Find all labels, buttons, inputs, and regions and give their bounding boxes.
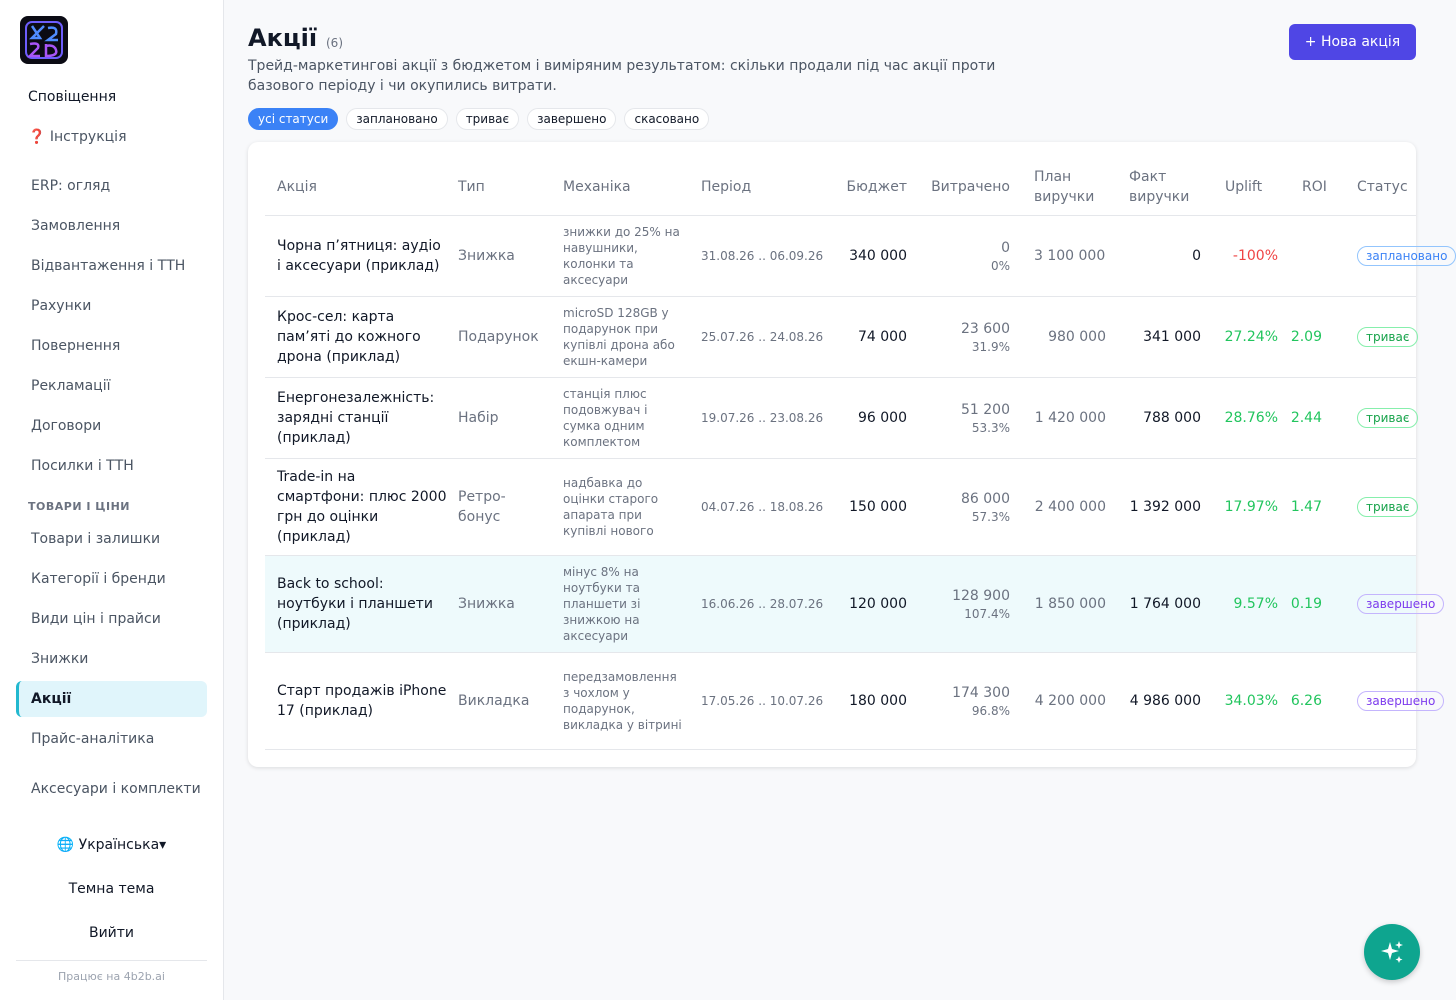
promotion-name[interactable]: Старт продажів iPhone 17 (приклад) bbox=[277, 683, 447, 719]
promotion-budget: 180 000 bbox=[849, 693, 907, 709]
uplift-value: 34.03% bbox=[1224, 693, 1278, 709]
promotion-type: Знижка bbox=[458, 596, 515, 612]
app-logo[interactable] bbox=[20, 16, 68, 64]
promotion-type: Подарунок bbox=[458, 329, 539, 345]
promotion-period: 16.06.26 .. 28.07.26 bbox=[701, 597, 824, 611]
filter-completed[interactable]: завершено bbox=[527, 108, 616, 130]
promotion-period: 19.07.26 .. 23.08.26 bbox=[701, 411, 824, 425]
revenue-fact: 4 986 000 bbox=[1129, 693, 1201, 709]
promotion-budget: 340 000 bbox=[849, 248, 907, 264]
promotion-type: Ретро-бонус bbox=[458, 489, 506, 525]
revenue-fact: 1 392 000 bbox=[1129, 499, 1201, 515]
status-badge: триває bbox=[1357, 327, 1418, 347]
notifications-link[interactable]: Сповіщення bbox=[28, 89, 117, 105]
promotion-mechanic: надбавка до оцінки старого апарата при купівлі нового bbox=[563, 476, 659, 538]
spent-amount: 128 900 bbox=[952, 588, 1010, 604]
page-description: Трейд-маркетингові акції з бюджетом і виміряним результатом: скільки продали під час акції проти базового періоду і чи окупились витрати. bbox=[248, 58, 996, 94]
col-header-fact[interactable]: Факт виручки bbox=[1129, 169, 1190, 205]
uplift-value: -100% bbox=[1232, 248, 1278, 264]
table-row[interactable] bbox=[265, 216, 1448, 297]
sidebar-item-orders[interactable]: Замовлення bbox=[31, 218, 121, 234]
section-heading-products: ТОВАРИ І ЦІНИ bbox=[28, 500, 130, 513]
sidebar bbox=[0, 0, 224, 1000]
col-header-roi[interactable]: ROI bbox=[1302, 179, 1327, 195]
spent-percent: 0% bbox=[990, 259, 1010, 273]
sidebar-item-returns[interactable]: Повернення bbox=[31, 338, 121, 354]
sidebar-item-erp-overview[interactable]: ERP: огляд bbox=[31, 178, 111, 194]
status-badge: триває bbox=[1357, 408, 1418, 428]
spent-percent: 57.3% bbox=[971, 510, 1010, 524]
uplift-value: 9.57% bbox=[1233, 596, 1278, 612]
revenue-plan: 3 100 000 bbox=[1034, 248, 1106, 264]
roi-value bbox=[1282, 216, 1322, 296]
col-header-plan[interactable]: План виручки bbox=[1034, 169, 1095, 205]
spent-amount: 174 300 bbox=[952, 685, 1010, 701]
spent-percent: 31.9% bbox=[971, 340, 1010, 354]
uplift-value: 28.76% bbox=[1224, 410, 1278, 426]
revenue-plan: 1 420 000 bbox=[1034, 410, 1106, 426]
filter-all-statuses[interactable]: усі статуси bbox=[248, 108, 338, 130]
roi-value: 2.09 bbox=[1290, 329, 1322, 345]
sidebar-item-price-analytics[interactable]: Прайс-аналітика bbox=[31, 731, 155, 747]
col-header-status[interactable]: Статус bbox=[1357, 179, 1408, 195]
promotion-period: 17.05.26 .. 10.07.26 bbox=[701, 694, 824, 708]
promotion-mechanic: мінус 8% на ноутбуки та планшети зі знижкою на аксесуари bbox=[563, 565, 641, 643]
promotion-name[interactable]: Back to school: ноутбуки і планшети (приклад) bbox=[277, 576, 433, 632]
promotion-name[interactable]: Крос-сел: карта пам’яті до кожного дрона (приклад) bbox=[277, 309, 421, 365]
promotion-spent bbox=[915, 556, 1010, 652]
revenue-plan: 1 850 000 bbox=[1034, 596, 1106, 612]
roi-value: 1.47 bbox=[1290, 499, 1322, 515]
sidebar-item-contracts[interactable]: Договори bbox=[31, 418, 102, 434]
spent-amount: 51 200 bbox=[961, 402, 1010, 418]
revenue-plan: 4 200 000 bbox=[1034, 693, 1106, 709]
promotion-budget: 120 000 bbox=[849, 596, 907, 612]
promotion-name[interactable]: Чорна п’ятниця: аудіо і аксесуари (приклад) bbox=[277, 238, 441, 274]
spent-percent: 107.4% bbox=[964, 607, 1010, 621]
sidebar-item-shipments[interactable]: Відвантаження і ТТН bbox=[31, 258, 186, 274]
spent-amount: 0 bbox=[1001, 240, 1010, 256]
spent-amount: 23 600 bbox=[961, 321, 1010, 337]
promotion-spent bbox=[915, 653, 1010, 749]
sparkles-icon bbox=[1379, 939, 1405, 965]
powered-by: Працює на 4b2b.ai bbox=[58, 970, 165, 983]
status-cell bbox=[1357, 459, 1447, 555]
status-cell bbox=[1357, 216, 1447, 296]
spent-percent: 53.3% bbox=[971, 421, 1010, 435]
promotion-type: Знижка bbox=[458, 248, 515, 264]
status-cell bbox=[1357, 653, 1447, 749]
promotion-budget: 150 000 bbox=[849, 499, 907, 515]
promotion-period: 31.08.26 .. 06.09.26 bbox=[701, 249, 824, 263]
roi-value: 0.19 bbox=[1290, 596, 1322, 612]
revenue-plan: 2 400 000 bbox=[1034, 499, 1106, 515]
table-row[interactable] bbox=[265, 297, 1416, 378]
promotion-name[interactable]: Енергонезалежність: зарядні станції (приклад) bbox=[277, 390, 435, 446]
table-row[interactable] bbox=[265, 556, 1436, 653]
promotion-spent bbox=[915, 378, 1010, 458]
sidebar-divider bbox=[16, 960, 207, 961]
status-badge: завершено bbox=[1357, 594, 1444, 614]
revenue-fact: 1 764 000 bbox=[1129, 596, 1201, 612]
filter-running[interactable]: триває bbox=[456, 108, 519, 130]
new-promotion-button[interactable]: + Нова акція bbox=[1289, 24, 1416, 60]
revenue-fact: 0 bbox=[1192, 248, 1201, 264]
col-header-uplift[interactable]: Uplift bbox=[1225, 179, 1263, 195]
col-header-mechanic[interactable]: Механіка bbox=[563, 179, 631, 195]
col-header-period[interactable]: Період bbox=[701, 179, 752, 195]
promotion-type: Набір bbox=[458, 410, 499, 426]
theme-toggle[interactable]: Темна тема bbox=[68, 881, 155, 897]
col-header-name[interactable]: Акція bbox=[277, 179, 317, 195]
promotion-budget: 96 000 bbox=[858, 410, 907, 426]
sidebar-item-promotions[interactable]: Акції bbox=[16, 681, 207, 717]
promotion-type: Викладка bbox=[458, 693, 530, 709]
promotion-mechanic: передзамовлення з чохлом у подарунок, викладка у вітрині bbox=[563, 670, 682, 732]
promotion-period: 25.07.26 .. 24.08.26 bbox=[701, 330, 824, 344]
filter-planned[interactable]: заплановано bbox=[346, 108, 447, 130]
promotions-table-card bbox=[248, 142, 1448, 767]
promotion-spent bbox=[915, 216, 1010, 296]
col-header-budget[interactable]: Бюджет bbox=[846, 179, 907, 195]
page-title: Акції bbox=[248, 24, 318, 52]
sidebar-item-accessories-bundles[interactable]: Аксесуари і комплекти bbox=[31, 781, 201, 797]
sidebar-item-invoices[interactable]: Рахунки bbox=[31, 298, 92, 314]
sidebar-item-products-stock[interactable]: Товари і залишки bbox=[31, 531, 161, 547]
status-badge: завершено bbox=[1357, 691, 1444, 711]
promotion-spent bbox=[915, 459, 1010, 555]
table-row[interactable] bbox=[265, 378, 1416, 459]
status-badge: триває bbox=[1357, 497, 1418, 517]
sidebar-item-discounts[interactable]: Знижки bbox=[31, 651, 89, 667]
status-cell bbox=[1357, 297, 1447, 377]
table-row[interactable] bbox=[265, 653, 1436, 750]
uplift-value: 27.24% bbox=[1224, 329, 1278, 345]
spent-amount: 86 000 bbox=[961, 491, 1010, 507]
revenue-plan: 980 000 bbox=[1048, 329, 1106, 345]
promotion-period: 04.07.26 .. 18.08.26 bbox=[701, 500, 824, 514]
promotion-name[interactable]: Trade-in на смартфони: плюс 2000 грн до оцінки (приклад) bbox=[277, 469, 447, 545]
promotion-mechanic: microSD 128GB у подарунок при купівлі дрона або екшн-камери bbox=[563, 306, 675, 368]
revenue-fact: 341 000 bbox=[1143, 329, 1201, 345]
promotion-budget: 74 000 bbox=[858, 329, 907, 345]
sidebar-item-parcels[interactable]: Посилки і ТТН bbox=[31, 458, 134, 474]
table-header-row bbox=[265, 159, 1416, 216]
promotion-spent bbox=[915, 297, 1010, 377]
help-link[interactable]: ❓ Інструкція bbox=[28, 129, 127, 145]
col-header-type[interactable]: Тип bbox=[458, 179, 485, 195]
sidebar-item-claims[interactable]: Рекламації bbox=[31, 378, 111, 394]
promotion-mechanic: станція плюс подовжувач і сумка одним комплектом bbox=[563, 387, 648, 449]
promotion-mechanic: знижки до 25% на навушники, колонки та аксесуари bbox=[563, 225, 680, 287]
col-header-spent[interactable]: Витрачено bbox=[931, 179, 1010, 195]
sidebar-item-price-types[interactable]: Види цін і прайси bbox=[31, 611, 161, 627]
promotions-table bbox=[265, 159, 1448, 750]
spent-percent: 96.8% bbox=[971, 704, 1010, 718]
status-cell bbox=[1357, 378, 1447, 458]
table-row[interactable] bbox=[265, 459, 1416, 556]
status-cell bbox=[1357, 556, 1447, 652]
status-filters bbox=[248, 108, 709, 130]
status-badge: заплановано bbox=[1357, 246, 1456, 266]
page-count: (6) bbox=[326, 36, 343, 50]
sidebar-item-categories-brands[interactable]: Категорії і бренди bbox=[31, 571, 166, 587]
filter-cancelled[interactable]: скасовано bbox=[624, 108, 709, 130]
logout-button[interactable]: Вийти bbox=[88, 925, 135, 941]
roi-value: 2.44 bbox=[1290, 410, 1322, 426]
uplift-value: 17.97% bbox=[1224, 499, 1278, 515]
ai-assistant-button[interactable] bbox=[1364, 924, 1420, 980]
revenue-fact: 788 000 bbox=[1143, 410, 1201, 426]
roi-value: 6.26 bbox=[1290, 693, 1322, 709]
language-selector[interactable]: 🌐 Українська▾ bbox=[56, 837, 167, 853]
